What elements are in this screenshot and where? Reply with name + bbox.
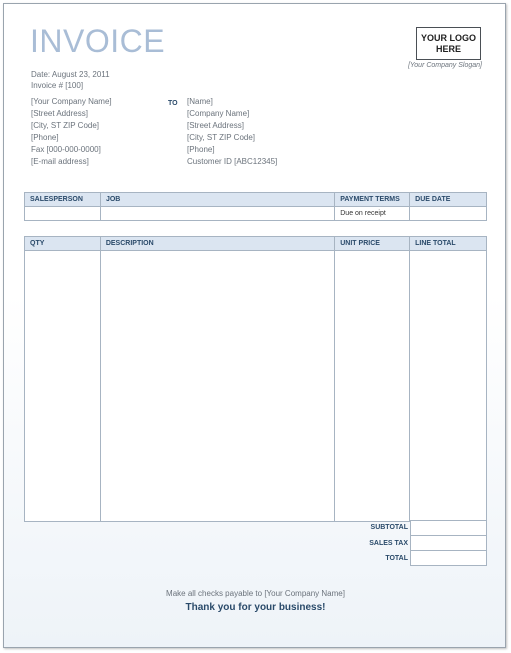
to-customer-id: Customer ID [ABC12345] [187, 157, 278, 166]
salesperson-cell[interactable] [25, 207, 101, 221]
header-payment-terms: PAYMENT TERMS [335, 193, 410, 207]
invoice-number: Invoice # [100] [31, 81, 84, 90]
to-company-name: [Company Name] [187, 109, 250, 118]
date-line: Date: August 23, 2011 [31, 70, 110, 79]
from-fax: Fax [000-000-0000] [31, 145, 101, 154]
company-slogan: [Your Company Slogan] [408, 62, 482, 69]
total-label: TOTAL [385, 555, 408, 562]
total-field[interactable] [410, 550, 487, 566]
invoice-title: INVOICE [30, 23, 166, 59]
qty-column-body[interactable] [25, 251, 101, 522]
line-items-table [24, 236, 487, 522]
description-column-body[interactable] [100, 251, 334, 522]
line-total-column-body[interactable] [410, 251, 487, 522]
from-address-block [31, 96, 161, 168]
logo-text: YOUR LOGO HERE [420, 32, 476, 54]
to-address-block [187, 96, 337, 168]
from-company-name: [Your Company Name] [31, 97, 112, 106]
payment-terms-cell[interactable]: Due on receipt [335, 207, 410, 221]
to-name: [Name] [187, 97, 213, 106]
header-job: JOB [100, 193, 334, 207]
from-street: [Street Address] [31, 109, 88, 118]
to-street: [Street Address] [187, 121, 244, 130]
due-date-cell[interactable] [410, 207, 487, 221]
job-cell[interactable] [100, 207, 334, 221]
from-email: [E-mail address] [31, 157, 89, 166]
header-qty: QTY [25, 237, 101, 251]
salestax-field[interactable] [410, 535, 487, 551]
header-salesperson: SALESPERSON [25, 193, 101, 207]
header-due-date: DUE DATE [410, 193, 487, 207]
from-city: [City, ST ZIP Code] [31, 121, 100, 130]
unit-price-column-body[interactable] [335, 251, 410, 522]
thank-you-note: Thank you for your business! [185, 602, 326, 613]
checks-payable-note: Make all checks payable to [Your Company Name] [166, 589, 345, 598]
to-city: [City, ST ZIP Code] [187, 133, 256, 142]
from-phone: [Phone] [31, 133, 59, 142]
subtotal-label: SUBTOTAL [370, 524, 408, 531]
header-line-total: LINE TOTAL [410, 237, 487, 251]
salestax-label: SALES TAX [369, 540, 408, 547]
sales-info-table [24, 192, 487, 221]
subtotal-field[interactable] [410, 520, 487, 536]
header-unit-price: UNIT PRICE [335, 237, 410, 251]
logo-placeholder [416, 27, 481, 60]
header-description: DESCRIPTION [100, 237, 334, 251]
to-phone: [Phone] [187, 145, 215, 154]
to-label: TO [168, 100, 178, 107]
